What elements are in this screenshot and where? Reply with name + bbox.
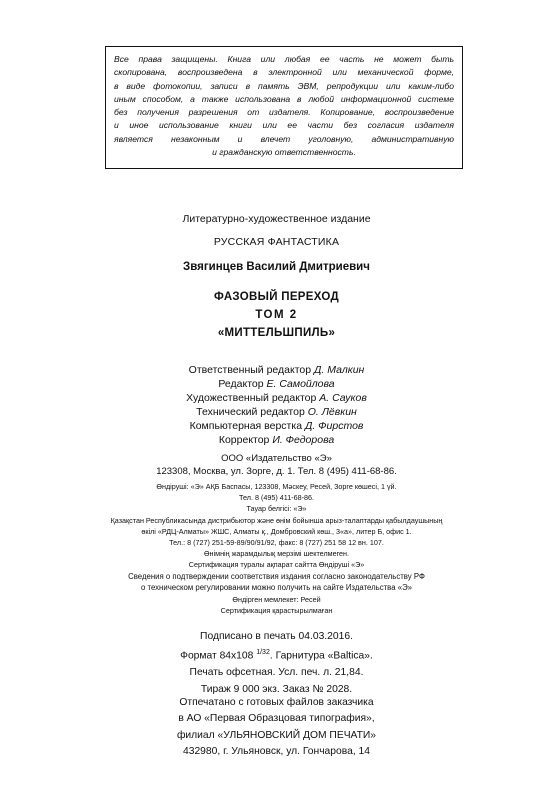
copyright-notice-box — [105, 46, 463, 169]
series-name: РУССКАЯ ФАНТАСТИКА — [213, 236, 340, 248]
publisher-name: ООО «Издательство «Э» — [221, 453, 332, 464]
book-volume: ТОМ 2 — [255, 309, 298, 321]
credit-role: Художественный редактор — [186, 392, 317, 404]
kazakh-origin-info — [0, 594, 553, 616]
credit-row — [0, 433, 553, 447]
copyright-line: иным способом, а также использована в любой информационной системе — [114, 93, 454, 104]
info-line: Тауар белгісі: «Э» — [246, 504, 307, 514]
copyright-line: скопирована, воспроизведена в электронной или механической форме, — [114, 67, 454, 78]
info-line: филиал «УЛЬЯНОВСКИЙ ДОМ ПЕЧАТИ» — [176, 729, 377, 741]
credit-name: И. Федорова — [272, 434, 335, 446]
credit-role: Ответственный редактор — [188, 364, 312, 376]
signed-date: Подписано в печать 04.03.2016. — [200, 631, 353, 642]
credit-role: Корректор — [218, 434, 270, 446]
credit-role: Компьютерная верстка — [189, 420, 303, 432]
info-line: в АО «Первая Образцовая типография», — [178, 713, 375, 725]
print-run: Тираж 9 000 экз. Заказ № 2028. — [200, 683, 353, 695]
info-line: Өндірген мемлекет: Ресей — [232, 595, 321, 604]
book-subtitle: «МИТТЕЛЬШПИЛЬ» — [217, 327, 336, 339]
info-line: Сертификация қарастырылмаған — [220, 606, 333, 616]
book-title: ФАЗОВЫЙ ПЕРЕХОД — [214, 291, 339, 303]
credit-row — [0, 419, 553, 433]
print-type: Печать офсетная. Усл. печ. л. 21,84. — [189, 667, 364, 679]
info-line: Өндіруші: «Э» АҚБ Баспасы, 123308, Мәскеу, Ресей, Зорге көшесі, 1 үй. — [156, 482, 397, 491]
credit-role: Технический редактор — [196, 406, 305, 418]
kazakh-producer-info — [0, 481, 553, 571]
credit-role: Редактор — [218, 378, 264, 390]
credit-name: Д. Малкин — [314, 364, 365, 376]
print-info — [0, 629, 553, 698]
credit-name: А. Сауков — [319, 392, 367, 404]
author-name: Звягинцев Василий Дмитриевич — [183, 261, 370, 273]
credit-row — [0, 377, 553, 391]
credit-name: Е. Самойлова — [266, 378, 335, 390]
credit-name: О. Лёвкин — [307, 406, 357, 418]
info-line: өкілі «РДЦ-Алматы» ЖШС, Алматы қ., Домбровский көш., 3«а», литер Б, офис 1. — [141, 526, 412, 536]
format-line — [0, 645, 553, 665]
credit-row — [0, 363, 553, 377]
copyright-line: является незаконным и влечет уголовную, административную — [114, 133, 454, 144]
info-line: Сертификация туралы ақпарат сайтта Өндіруші «Э» — [188, 560, 365, 570]
info-line: Тел.: 8 (727) 251-59-89/90/91/92, факс: 8 (727) 251 58 12 вн. 107. — [169, 538, 384, 548]
info-line: Сведения о подтверждении соответствия издания согласно законодательству РФ — [128, 572, 425, 581]
credit-row — [0, 405, 553, 419]
info-line: 432980, г. Ульяновск, ул. Гончарова, 14 — [183, 746, 370, 758]
copyright-line: и иное использование книги или ее части без согласия издателя — [114, 120, 454, 131]
info-line: о техническом регулировании можно получить на сайте Издательства «Э» — [140, 583, 413, 592]
publisher-address: 123308, Москва, ул. Зорге, д. 1. Тел. 8 (495) 411-68-86. — [156, 466, 397, 477]
info-line: Қазақстан Республикасында дистрибьютор және өнім бойынша арыз-талаптарды қабылдаушының — [110, 515, 443, 525]
copyright-line: в виде фотокопии, записи в память ЭВМ, репродукции или каким-либо — [114, 80, 454, 91]
edition-type: Литературно-художественное издание — [182, 213, 371, 225]
format-suffix: . Гарнитура «Baltica». — [269, 650, 373, 662]
credit-name: Д. Фирстов — [304, 420, 364, 432]
info-line: Тел. 8 (495) 411-68-86. — [239, 493, 314, 503]
info-line: Өнімнің жарамдылық мерзімі шектелмеген. — [203, 549, 350, 559]
copyright-line: Все права защищены. Книга или любая ее часть не может быть — [114, 54, 454, 64]
format-fraction: 1/32 — [256, 649, 270, 657]
info-line: Отпечатано с готовых файлов заказчика — [179, 697, 374, 708]
credit-row — [0, 391, 553, 405]
credits-list — [0, 363, 553, 447]
conformity-note — [0, 571, 553, 593]
copyright-line: и гражданскую ответственность. — [212, 147, 356, 158]
copyright-line: без получения разрешения от издателя. Копирование, воспроизведение — [114, 107, 454, 118]
format-prefix: Формат 84x108 — [180, 650, 257, 662]
printer-info — [0, 695, 553, 761]
